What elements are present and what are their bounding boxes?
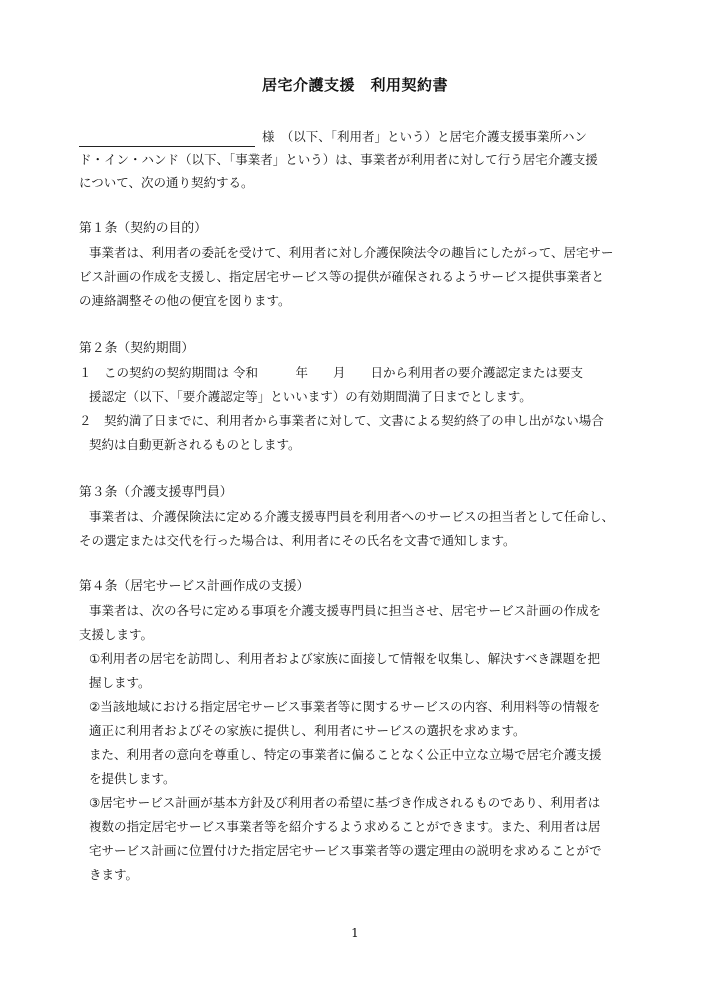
article-4-item: ②当該地域における指定居宅サービス事業者等に関するサービスの内容、利用料等の情報を bbox=[89, 699, 601, 714]
intro-line: 様 （以下、「利用者」という）と居宅介護支援事業所ハン bbox=[262, 129, 588, 144]
article-2-line: 援認定（以下、「要介護認定等」といいます）の有効期間満了日までとします。 bbox=[89, 389, 532, 404]
article-4-line: 事業者は、次の各号に定める事項を介護支援専門員に担当させ、居宅サービス計画の作成を bbox=[89, 603, 602, 618]
article-3-line: その選定または交代を行った場合は、利用者にその氏名を文書で通知します。 bbox=[79, 533, 516, 548]
page-number: 1 bbox=[351, 926, 359, 940]
article-2-line: １ この契約の契約期間は 令和 年 月 日から利用者の要介護認定または要支 bbox=[79, 365, 583, 380]
article-4-line: 支援します。 bbox=[79, 627, 154, 642]
article-4-item: 適正に利用者およびその家族に提供し、利用者にサービスの選択を求めます。 bbox=[89, 723, 526, 738]
article-4-item: ③居宅サービス計画が基本方針及び利用者の希望に基づき作成されるものであり、利用者は bbox=[89, 795, 601, 810]
article-1-line: 事業者は、利用者の委託を受けて、利用者に対し介護保険法令の趣旨にしたがって、居宅サー bbox=[89, 245, 614, 260]
article-1-line: ビス計画の作成を支援し、指定居宅サービス等の提供が確保されるようサービス提供事業者と bbox=[79, 269, 605, 284]
article-4-item: きます。 bbox=[89, 867, 139, 882]
article-4-item: 宅サービス計画に位置付けた指定居宅サービス事業者等の選定理由の説明を求めることがで bbox=[89, 843, 602, 858]
article-4-item: を提供します。 bbox=[89, 771, 176, 786]
article-4-item: 複数の指定居宅サービス事業者等を紹介するよう求めることができます。また、利用者は居 bbox=[89, 819, 601, 834]
article-3-heading: 第３条（介護支援専門員） bbox=[79, 485, 233, 500]
article-3-line: 事業者は、介護保険法に定める介護支援専門員を利用者へのサービスの担当者として任命し、 bbox=[89, 509, 615, 524]
intro-line: ド・イン・ハンド（以下、「事業者」という）は、事業者が利用者に対して行う居宅介護支援 bbox=[79, 152, 598, 167]
user-name-blank bbox=[79, 146, 255, 147]
article-1-heading: 第１条（契約の目的） bbox=[79, 221, 207, 236]
article-1-line: の連絡調整その他の便宜を図ります。 bbox=[79, 293, 291, 308]
article-4-item: ①利用者の居宅を訪問し、利用者および家族に面接して情報を収集し、解決すべき課題を把 bbox=[89, 651, 600, 666]
article-4-heading: 第４条（居宅サービス計画作成の支援） bbox=[79, 579, 310, 594]
article-2-heading: 第２条（契約期間） bbox=[79, 341, 195, 356]
intro-line: について、次の通り契約する。 bbox=[79, 175, 254, 190]
article-2-line: ２ 契約満了日までに、利用者から事業者に対して、文書による契約終了の申し出がない場合 bbox=[79, 413, 604, 428]
article-4-item: また、利用者の意向を尊重し、特定の事業者に偏ることなく公正中立な立場で居宅介護支援 bbox=[89, 747, 602, 762]
article-4-item: 握します。 bbox=[89, 675, 151, 690]
document-title: 居宅介護支援 利用契約書 bbox=[261, 76, 448, 94]
article-2-line: 契約は自動更新されるものとします。 bbox=[89, 437, 301, 452]
